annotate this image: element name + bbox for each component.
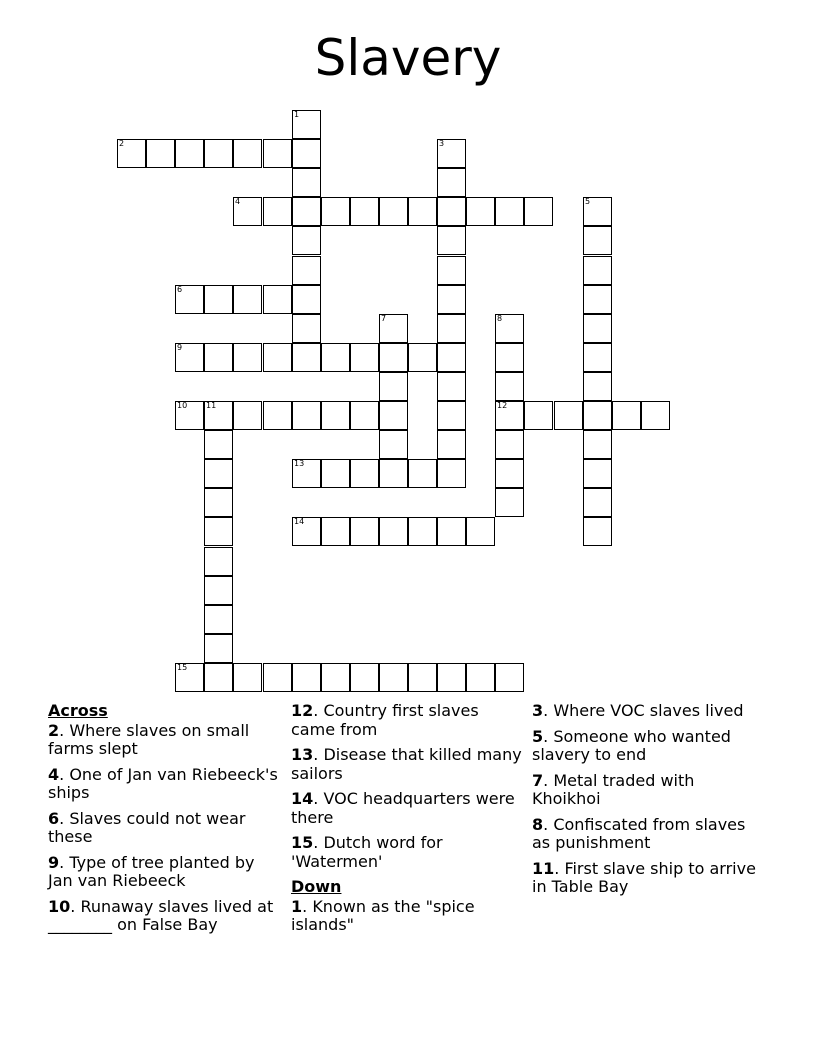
clue-column-1 — [48, 702, 283, 942]
grid-cell[interactable] — [641, 401, 670, 430]
clue-across-2: 2. Where slaves on small farms slept — [48, 720, 250, 758]
grid-cell[interactable] — [204, 343, 233, 372]
cell-number: 1 — [294, 110, 300, 119]
grid-cell[interactable] — [583, 401, 612, 430]
grid-cell[interactable] — [263, 197, 292, 226]
grid-cell[interactable] — [466, 517, 495, 546]
cell-number: 13 — [294, 459, 305, 468]
grid-cell[interactable] — [204, 634, 233, 663]
clue-column-2 — [291, 702, 526, 942]
clue-down-1: 1. Known as the "spice islands" — [291, 896, 475, 934]
grid-cell[interactable] — [583, 197, 612, 226]
clue-down-3: 3. Where VOC slaves lived — [532, 701, 744, 720]
clue-down-5: 5. Someone who wanted slavery to end — [532, 726, 731, 764]
grid-cell[interactable] — [437, 197, 466, 226]
grid-cell[interactable] — [495, 401, 524, 430]
grid-cell[interactable] — [292, 110, 321, 139]
grid-cell[interactable] — [495, 343, 524, 372]
grid-cell[interactable] — [321, 517, 350, 546]
cell-number: 8 — [497, 314, 503, 323]
grid-cell[interactable] — [379, 517, 408, 546]
grid-cell[interactable] — [379, 430, 408, 459]
grid-cell[interactable] — [204, 517, 233, 546]
grid-cell[interactable] — [175, 663, 204, 692]
grid-cell[interactable] — [437, 285, 466, 314]
grid-cell[interactable] — [204, 488, 233, 517]
grid-cell[interactable] — [204, 459, 233, 488]
grid-cell[interactable] — [263, 285, 292, 314]
grid-cell[interactable] — [292, 459, 321, 488]
grid-cell[interactable] — [146, 139, 175, 168]
clue-across-6: 6. Slaves could not wear these — [48, 808, 246, 846]
grid-cell[interactable] — [612, 401, 641, 430]
grid-cell[interactable] — [321, 459, 350, 488]
clue-across-9: 9. Type of tree planted by Jan van Riebeeck — [48, 852, 255, 890]
across-heading: Across — [48, 701, 108, 720]
grid-cell[interactable] — [379, 372, 408, 401]
cell-number: 3 — [439, 139, 445, 148]
grid-cell[interactable] — [437, 139, 466, 168]
cell-number: 9 — [177, 343, 183, 352]
grid-cell[interactable] — [233, 343, 262, 372]
grid-cell[interactable] — [350, 459, 379, 488]
grid-cell[interactable] — [583, 488, 612, 517]
grid-cell[interactable] — [321, 663, 350, 692]
clue-column-3 — [532, 702, 767, 904]
grid-cell[interactable] — [263, 663, 292, 692]
grid-cell[interactable] — [379, 459, 408, 488]
grid-cell[interactable] — [437, 343, 466, 372]
grid-cell[interactable] — [350, 197, 379, 226]
grid-cell[interactable] — [204, 576, 233, 605]
grid-cell[interactable] — [466, 663, 495, 692]
cell-number: 11 — [206, 401, 217, 410]
grid-cell[interactable] — [379, 343, 408, 372]
grid-cell[interactable] — [204, 547, 233, 576]
grid-cell[interactable] — [495, 197, 524, 226]
cell-number: 4 — [235, 197, 241, 206]
grid-cell[interactable] — [583, 285, 612, 314]
clue-down-8: 8. Confiscated from slaves as punishment — [532, 814, 746, 852]
grid-cell[interactable] — [437, 314, 466, 343]
grid-cell[interactable] — [350, 517, 379, 546]
grid-cell[interactable] — [466, 197, 495, 226]
grid-cell[interactable] — [583, 430, 612, 459]
grid-cell[interactable] — [583, 256, 612, 285]
grid-cell[interactable] — [204, 663, 233, 692]
grid-cell[interactable] — [379, 314, 408, 343]
grid-cell[interactable] — [233, 401, 262, 430]
cell-number: 10 — [177, 401, 188, 410]
grid-cell[interactable] — [583, 314, 612, 343]
grid-cell[interactable] — [292, 197, 321, 226]
grid-cell[interactable] — [379, 401, 408, 430]
grid-cell[interactable] — [233, 197, 262, 226]
grid-cell[interactable] — [495, 459, 524, 488]
grid-cell[interactable] — [583, 226, 612, 255]
clue-across-13: 13. Disease that killed many sailors — [291, 745, 522, 783]
clue-across-12: 12. Country first slaves came from — [291, 701, 479, 739]
cell-number: 12 — [497, 401, 508, 410]
grid-cell[interactable] — [263, 343, 292, 372]
grid-cell[interactable] — [495, 488, 524, 517]
grid-cell[interactable] — [495, 314, 524, 343]
grid-cell[interactable] — [292, 663, 321, 692]
grid-cell[interactable] — [292, 401, 321, 430]
grid-cell[interactable] — [233, 663, 262, 692]
grid-cell[interactable] — [263, 401, 292, 430]
grid-cell[interactable] — [437, 256, 466, 285]
grid-cell[interactable] — [292, 139, 321, 168]
clue-across-14: 14. VOC headquarters were there — [291, 789, 515, 827]
grid-cell[interactable] — [437, 401, 466, 430]
grid-cell[interactable] — [408, 197, 437, 226]
grid-cell[interactable] — [379, 197, 408, 226]
grid-cell[interactable] — [175, 139, 204, 168]
grid-cell[interactable] — [583, 517, 612, 546]
grid-cell[interactable] — [583, 459, 612, 488]
grid-cell[interactable] — [583, 343, 612, 372]
grid-cell[interactable] — [292, 314, 321, 343]
grid-cell[interactable] — [263, 139, 292, 168]
cell-number: 15 — [177, 663, 188, 672]
grid-cell[interactable] — [437, 168, 466, 197]
grid-cell[interactable] — [379, 663, 408, 692]
grid-cell[interactable] — [408, 517, 437, 546]
grid-cell[interactable] — [437, 226, 466, 255]
grid-cell[interactable] — [292, 256, 321, 285]
grid-cell[interactable] — [437, 663, 466, 692]
cell-number: 2 — [119, 139, 125, 148]
grid-cell[interactable] — [321, 197, 350, 226]
grid-cell[interactable] — [292, 226, 321, 255]
grid-cell[interactable] — [495, 430, 524, 459]
clue-down-7: 7. Metal traded with Khoikhoi — [532, 770, 695, 808]
grid-cell[interactable] — [204, 401, 233, 430]
grid-cell[interactable] — [292, 168, 321, 197]
grid-cell[interactable] — [408, 663, 437, 692]
grid-cell[interactable] — [437, 517, 466, 546]
grid-cell[interactable] — [437, 459, 466, 488]
grid-cell[interactable] — [175, 285, 204, 314]
grid-cell[interactable] — [321, 343, 350, 372]
grid-cell[interactable] — [554, 401, 583, 430]
grid-cell[interactable] — [350, 401, 379, 430]
grid-cell[interactable] — [350, 343, 379, 372]
grid-cell[interactable] — [204, 430, 233, 459]
cell-number: 7 — [381, 314, 387, 323]
grid-cell[interactable] — [117, 139, 146, 168]
cell-number: 5 — [585, 197, 591, 206]
down-heading: Down — [291, 877, 342, 896]
grid-cell[interactable] — [233, 285, 262, 314]
grid-cell[interactable] — [408, 343, 437, 372]
grid-cell[interactable] — [524, 401, 553, 430]
clue-across-10: 10. Runaway slaves lived at ________ on False Bay — [48, 896, 274, 934]
grid-cell[interactable] — [495, 663, 524, 692]
grid-cell[interactable] — [350, 663, 379, 692]
grid-cell[interactable] — [292, 517, 321, 546]
grid-cell[interactable] — [437, 430, 466, 459]
grid-cell[interactable] — [292, 285, 321, 314]
grid-cell[interactable] — [204, 285, 233, 314]
grid-cell[interactable] — [292, 343, 321, 372]
grid-cell[interactable] — [233, 139, 262, 168]
grid-cell[interactable] — [437, 372, 466, 401]
cell-number: 6 — [177, 285, 183, 294]
clue-down-11: 11. First slave ship to arrive in Table Bay — [532, 858, 756, 896]
grid-cell[interactable] — [524, 197, 553, 226]
grid-cell[interactable] — [495, 372, 524, 401]
clue-across-15: 15. Dutch word for 'Watermen' — [291, 833, 443, 871]
grid-cell[interactable] — [204, 139, 233, 168]
grid-cell[interactable] — [204, 605, 233, 634]
grid-cell[interactable] — [175, 401, 204, 430]
grid-cell[interactable] — [408, 459, 437, 488]
grid-cell[interactable] — [175, 343, 204, 372]
cell-number: 14 — [294, 517, 305, 526]
clue-across-4: 4. One of Jan van Riebeeck's ships — [48, 764, 278, 802]
grid-cell[interactable] — [321, 401, 350, 430]
page-title: Slavery — [314, 29, 502, 87]
grid-cell[interactable] — [583, 372, 612, 401]
